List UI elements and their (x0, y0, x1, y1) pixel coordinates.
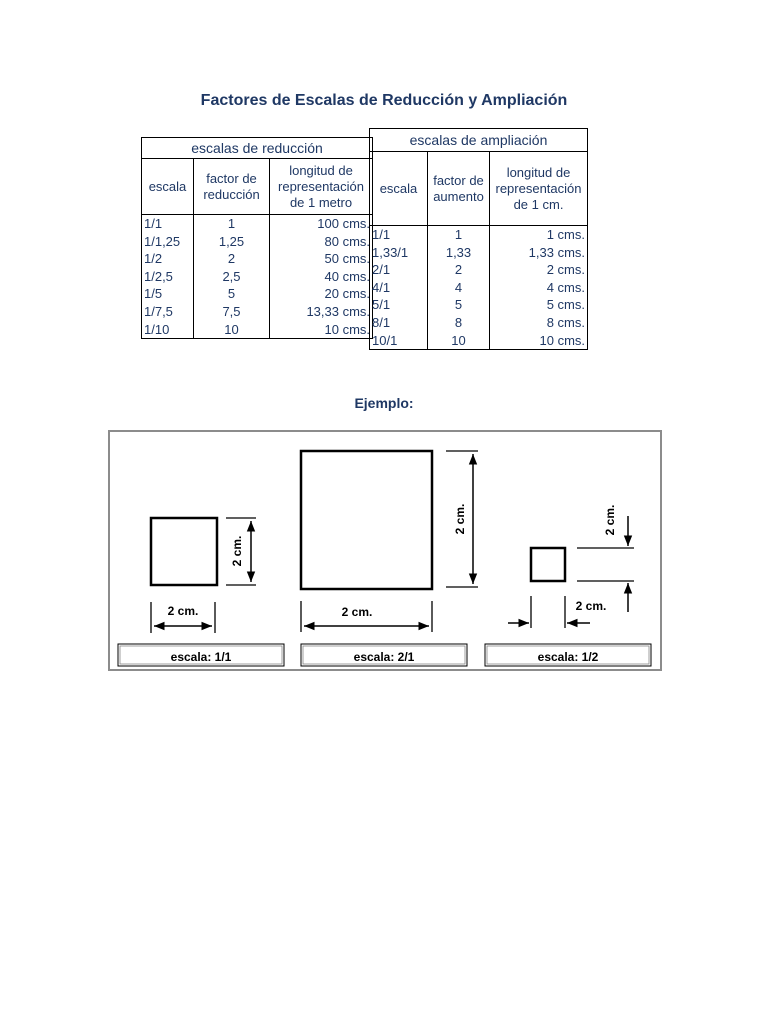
amplification-cell: 2 cms. (490, 261, 588, 279)
dimension-label: 2 cm. (603, 504, 617, 536)
reduction-cell: 2 (194, 250, 270, 268)
amplification-cell: 1,33/1 (370, 244, 428, 262)
reduction-cell: 1/7,5 (142, 303, 194, 321)
reduction-cell: 10 (194, 321, 270, 339)
reduction-caption: escalas de reducción (142, 138, 373, 159)
amplification-cell: 1 (428, 226, 490, 244)
example-heading: Ejemplo: (354, 395, 414, 411)
amplification-cell: 5 cms. (490, 296, 588, 314)
amplification-cell: 2 (428, 261, 490, 279)
amplification-cell: 4 cms. (490, 279, 588, 297)
reduction-cell: 50 cms. (270, 250, 373, 268)
amplification-cell: 8/1 (370, 314, 428, 332)
dimension-label: 2 cm. (341, 605, 373, 619)
amplification-cell: 8 cms. (490, 314, 588, 332)
amplification-header-scale: escala (370, 152, 428, 226)
amplification-cell: 1,33 (428, 244, 490, 262)
table-row (142, 268, 373, 286)
table-row (370, 332, 588, 350)
reduction-cell: 20 cms. (270, 285, 373, 303)
reduction-cell: 1/10 (142, 321, 194, 339)
amplification-cell: 5 (428, 296, 490, 314)
amplification-cell: 10 cms. (490, 332, 588, 350)
amplification-table (369, 128, 588, 350)
scale-label: escala: 1/1 (170, 650, 232, 664)
reduction-cell: 13,33 cms. (270, 303, 373, 321)
dimension-label: 2 cm. (167, 604, 199, 618)
reduction-cell: 1/2,5 (142, 268, 194, 286)
amplification-cell: 10 (428, 332, 490, 350)
example-figure (108, 430, 662, 671)
table-row (142, 250, 373, 268)
table-row (370, 314, 588, 332)
scale-label: escala: 1/2 (537, 650, 599, 664)
reduction-cell: 1/1 (142, 215, 194, 233)
amplification-cell: 2/1 (370, 261, 428, 279)
reduction-cell: 1,25 (194, 233, 270, 251)
reduction-cell: 10 cms. (270, 321, 373, 339)
reduction-header-length: longitud de representación de 1 metro (270, 159, 373, 215)
reduction-cell: 5 (194, 285, 270, 303)
amplification-cell: 1,33 cms. (490, 244, 588, 262)
amplification-cell: 4 (428, 279, 490, 297)
scale-label: escala: 2/1 (353, 650, 415, 664)
table-row (142, 303, 373, 321)
reduction-cell: 80 cms. (270, 233, 373, 251)
table-row (142, 233, 373, 251)
dimension-label: 2 cm. (453, 503, 467, 535)
reduction-cell: 1/1,25 (142, 233, 194, 251)
reduction-cell: 1/5 (142, 285, 194, 303)
reduction-cell: 1 (194, 215, 270, 233)
reduction-header-factor: factor de reducción (194, 159, 270, 215)
reduction-cell: 7,5 (194, 303, 270, 321)
reduction-header-scale: escala (142, 159, 194, 215)
reduction-table (141, 137, 373, 339)
amplification-caption: escalas de ampliación (370, 129, 588, 152)
table-row (370, 244, 588, 262)
reduction-cell: 100 cms. (270, 215, 373, 233)
amplification-cell: 1 cms. (490, 226, 588, 244)
reduction-cell: 40 cms. (270, 268, 373, 286)
amplification-header-factor: factor de aumento (428, 152, 490, 226)
amplification-cell: 10/1 (370, 332, 428, 350)
amplification-cell: 4/1 (370, 279, 428, 297)
reduction-cell: 1/2 (142, 250, 194, 268)
dimension-label: 2 cm. (575, 599, 607, 613)
amplification-cell: 1/1 (370, 226, 428, 244)
amplification-cell: 5/1 (370, 296, 428, 314)
table-row (370, 296, 588, 314)
table-row (142, 215, 373, 233)
amplification-header-length: longitud de representación de 1 cm. (490, 152, 588, 226)
table-row (370, 226, 588, 244)
table-row (370, 279, 588, 297)
table-row (142, 321, 373, 339)
table-row (142, 285, 373, 303)
amplification-cell: 8 (428, 314, 490, 332)
reduction-cell: 2,5 (194, 268, 270, 286)
example-frame (109, 431, 661, 670)
dimension-label: 2 cm. (230, 535, 244, 567)
table-row (370, 261, 588, 279)
page-title: Factores de Escalas de Reducción y Ampliación (200, 92, 568, 109)
